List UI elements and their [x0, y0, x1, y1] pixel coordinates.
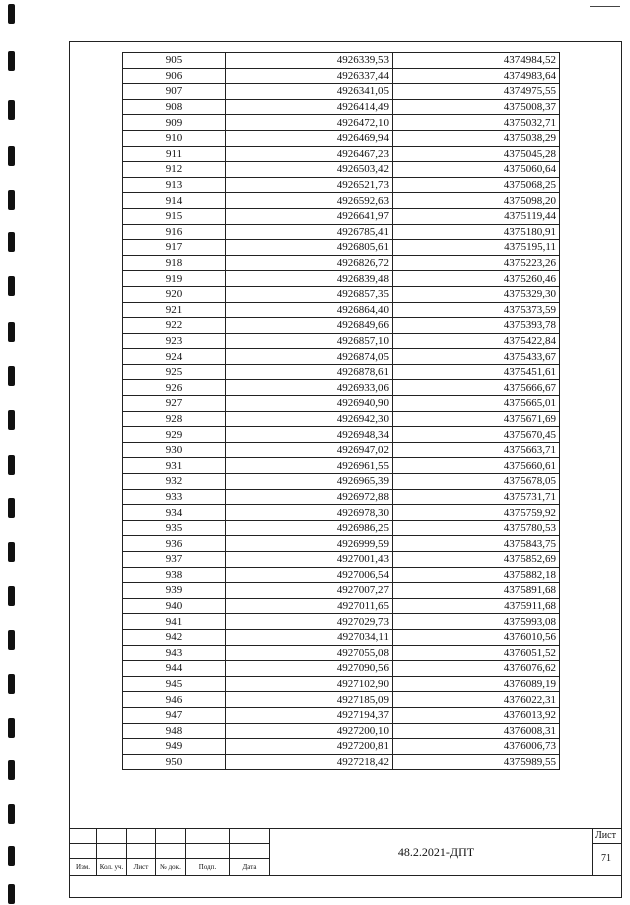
table-row [123, 146, 560, 162]
coord-y: 4375060,64 [393, 162, 560, 178]
coord-y: 4375195,11 [393, 240, 560, 256]
table-row [123, 162, 560, 178]
binding-hole [8, 804, 15, 824]
point-number: 941 [123, 614, 226, 630]
binding-hole [8, 586, 15, 606]
stamp-cell [185, 843, 230, 859]
coord-x: 4926472,10 [226, 115, 393, 131]
point-number: 928 [123, 411, 226, 427]
coord-y: 4375665,01 [393, 396, 560, 412]
stamp-cell [155, 843, 186, 859]
point-number: 940 [123, 598, 226, 614]
stamp-cell [229, 843, 270, 859]
point-number: 918 [123, 255, 226, 271]
table-row [123, 739, 560, 755]
point-number: 916 [123, 224, 226, 240]
coord-x: 4926503,42 [226, 162, 393, 178]
table-row [123, 130, 560, 146]
stamp-label-change: Изм. [76, 863, 90, 871]
coord-x: 4926839,48 [226, 271, 393, 287]
stamp-cell [126, 828, 156, 844]
table-row [123, 364, 560, 380]
coord-x: 4927029,73 [226, 614, 393, 630]
top-edge-mark [590, 6, 620, 7]
point-number: 931 [123, 458, 226, 474]
coord-y: 4375678,05 [393, 474, 560, 490]
coord-y: 4374984,52 [393, 53, 560, 69]
table-row [123, 676, 560, 692]
sheet-label: Лист [595, 830, 616, 841]
coord-y: 4375666,67 [393, 380, 560, 396]
binding-hole [8, 674, 15, 694]
table-row [123, 99, 560, 115]
coord-x: 4926337,44 [226, 68, 393, 84]
coord-y: 4374975,55 [393, 84, 560, 100]
coord-y: 4375670,45 [393, 427, 560, 443]
binding-hole [8, 542, 15, 562]
coord-y: 4376051,52 [393, 645, 560, 661]
coord-x: 4926785,41 [226, 224, 393, 240]
stamp-cell [69, 828, 97, 844]
point-number: 930 [123, 442, 226, 458]
point-number: 912 [123, 162, 226, 178]
coord-x: 4926469,94 [226, 130, 393, 146]
binding-hole [8, 366, 15, 386]
table-row [123, 583, 560, 599]
table-row [123, 707, 560, 723]
coord-x: 4926521,73 [226, 177, 393, 193]
sheet-number: 71 [601, 853, 611, 864]
stamp-cell [155, 828, 186, 844]
coord-y: 4375759,92 [393, 505, 560, 521]
point-number: 917 [123, 240, 226, 256]
table-row [123, 442, 560, 458]
stamp-cell [126, 843, 156, 859]
coord-y: 4375068,25 [393, 177, 560, 193]
point-number: 922 [123, 318, 226, 334]
coord-y: 4375098,20 [393, 193, 560, 209]
table-row [123, 302, 560, 318]
coord-x: 4926933,06 [226, 380, 393, 396]
stamp-label-sheet: Лист [133, 863, 149, 871]
point-number: 914 [123, 193, 226, 209]
coord-y: 4374983,64 [393, 68, 560, 84]
table-row [123, 115, 560, 131]
point-number: 942 [123, 629, 226, 645]
stamp-cell [96, 843, 127, 859]
coord-x: 4927034,11 [226, 629, 393, 645]
coord-y: 4375843,75 [393, 536, 560, 552]
point-number: 946 [123, 692, 226, 708]
table-row [123, 552, 560, 568]
point-number: 921 [123, 302, 226, 318]
coord-y: 4375671,69 [393, 411, 560, 427]
coord-y: 4375119,44 [393, 208, 560, 224]
coord-x: 4926948,34 [226, 427, 393, 443]
point-number: 948 [123, 723, 226, 739]
coord-y: 4375660,61 [393, 458, 560, 474]
coord-x: 4926339,53 [226, 53, 393, 69]
coord-x: 4926942,30 [226, 411, 393, 427]
document-code: 48.2.2021-ДПТ [397, 844, 475, 859]
coord-x: 4926999,59 [226, 536, 393, 552]
table-row [123, 177, 560, 193]
coord-y: 4375891,68 [393, 583, 560, 599]
table-row [123, 255, 560, 271]
stamp-label-doc-number: № док. [160, 863, 181, 871]
table-row [123, 271, 560, 287]
coord-x: 4926826,72 [226, 255, 393, 271]
coord-y: 4375731,71 [393, 489, 560, 505]
table-row [123, 53, 560, 69]
table-row [123, 286, 560, 302]
table-row [123, 614, 560, 630]
coord-y: 4376022,31 [393, 692, 560, 708]
table-row [123, 598, 560, 614]
point-number: 911 [123, 146, 226, 162]
point-number: 939 [123, 583, 226, 599]
table-row [123, 333, 560, 349]
coord-x: 4926972,88 [226, 489, 393, 505]
point-number: 929 [123, 427, 226, 443]
coord-y: 4375373,59 [393, 302, 560, 318]
table-row [123, 411, 560, 427]
coord-x: 4926857,10 [226, 333, 393, 349]
point-number: 905 [123, 53, 226, 69]
point-number: 932 [123, 474, 226, 490]
point-number: 925 [123, 364, 226, 380]
table-row [123, 661, 560, 677]
binding-hole [8, 146, 15, 166]
binding-hole [8, 410, 15, 430]
point-number: 915 [123, 208, 226, 224]
table-row [123, 567, 560, 583]
binding-hole [8, 276, 15, 296]
table-row [123, 505, 560, 521]
coord-x: 4926467,23 [226, 146, 393, 162]
coord-x: 4926961,55 [226, 458, 393, 474]
point-number: 906 [123, 68, 226, 84]
coord-x: 4926986,25 [226, 520, 393, 536]
coord-y: 4375882,18 [393, 567, 560, 583]
coord-y: 4375223,26 [393, 255, 560, 271]
table-row [123, 520, 560, 536]
stamp-label-signature: Подп. [198, 863, 217, 871]
coord-y: 4375260,46 [393, 271, 560, 287]
point-number: 943 [123, 645, 226, 661]
binding-hole [8, 232, 15, 252]
coord-x: 4926874,05 [226, 349, 393, 365]
point-number: 923 [123, 333, 226, 349]
table-row [123, 645, 560, 661]
table-row [123, 723, 560, 739]
coordinates-table-body [123, 53, 560, 770]
table-row [123, 193, 560, 209]
point-number: 944 [123, 661, 226, 677]
stamp-cell [229, 828, 270, 844]
coord-x: 4926878,61 [226, 364, 393, 380]
point-number: 920 [123, 286, 226, 302]
stamp-cell [185, 828, 230, 844]
point-number: 947 [123, 707, 226, 723]
binding-holes [0, 0, 40, 905]
point-number: 907 [123, 84, 226, 100]
table-row [123, 458, 560, 474]
binding-hole [8, 718, 15, 738]
coord-x: 4926947,02 [226, 442, 393, 458]
point-number: 924 [123, 349, 226, 365]
point-number: 936 [123, 536, 226, 552]
stamp-label-date: Дата [242, 863, 257, 871]
coord-y: 4375993,08 [393, 614, 560, 630]
coordinates-table [122, 52, 560, 770]
coord-x: 4926849,66 [226, 318, 393, 334]
binding-hole [8, 760, 15, 780]
table-row [123, 224, 560, 240]
table-row [123, 396, 560, 412]
coord-x: 4926857,35 [226, 286, 393, 302]
coord-y: 4375008,37 [393, 99, 560, 115]
coord-x: 4927007,27 [226, 583, 393, 599]
table-row [123, 489, 560, 505]
coord-x: 4927200,10 [226, 723, 393, 739]
coord-x: 4927200,81 [226, 739, 393, 755]
point-number: 950 [123, 754, 226, 770]
coord-x: 4926641,97 [226, 208, 393, 224]
coord-y: 4375780,53 [393, 520, 560, 536]
coord-y: 4375433,67 [393, 349, 560, 365]
coord-x: 4926592,63 [226, 193, 393, 209]
coord-y: 4375451,61 [393, 364, 560, 380]
table-row [123, 536, 560, 552]
coord-y: 4375989,55 [393, 754, 560, 770]
coord-x: 4927194,37 [226, 707, 393, 723]
point-number: 926 [123, 380, 226, 396]
coord-x: 4926341,05 [226, 84, 393, 100]
binding-hole [8, 630, 15, 650]
coord-y: 4375422,84 [393, 333, 560, 349]
table-row [123, 208, 560, 224]
table-row [123, 754, 560, 770]
coord-y: 4375663,71 [393, 442, 560, 458]
point-number: 919 [123, 271, 226, 287]
binding-hole [8, 190, 15, 210]
coord-x: 4926978,30 [226, 505, 393, 521]
point-number: 910 [123, 130, 226, 146]
table-row [123, 84, 560, 100]
point-number: 949 [123, 739, 226, 755]
coord-y: 4375032,71 [393, 115, 560, 131]
coord-y: 4376008,31 [393, 723, 560, 739]
binding-hole [8, 100, 15, 120]
binding-hole [8, 884, 15, 904]
title-block [69, 828, 622, 876]
point-number: 938 [123, 567, 226, 583]
coord-x: 4927006,54 [226, 567, 393, 583]
coord-x: 4927218,42 [226, 754, 393, 770]
coord-y: 4376013,92 [393, 707, 560, 723]
point-number: 935 [123, 520, 226, 536]
coord-y: 4375038,29 [393, 130, 560, 146]
binding-hole [8, 846, 15, 866]
coord-y: 4375852,69 [393, 552, 560, 568]
binding-hole [8, 51, 15, 71]
point-number: 908 [123, 99, 226, 115]
coord-y: 4376076,62 [393, 661, 560, 677]
table-row [123, 629, 560, 645]
coord-x: 4926805,61 [226, 240, 393, 256]
coord-x: 4927090,56 [226, 661, 393, 677]
coord-y: 4376089,19 [393, 676, 560, 692]
coord-y: 4375180,91 [393, 224, 560, 240]
binding-hole [8, 455, 15, 475]
table-row [123, 427, 560, 443]
coord-x: 4926940,90 [226, 396, 393, 412]
coord-x: 4927055,08 [226, 645, 393, 661]
stamp-label-count: Кол. уч. [99, 863, 124, 871]
coord-x: 4926414,49 [226, 99, 393, 115]
table-row [123, 349, 560, 365]
coord-x: 4927011,65 [226, 598, 393, 614]
point-number: 913 [123, 177, 226, 193]
point-number: 934 [123, 505, 226, 521]
coord-y: 4376006,73 [393, 739, 560, 755]
point-number: 945 [123, 676, 226, 692]
binding-hole [8, 498, 15, 518]
point-number: 909 [123, 115, 226, 131]
coord-y: 4375393,78 [393, 318, 560, 334]
table-row [123, 380, 560, 396]
stamp-cell [96, 828, 127, 844]
stamp-cell [69, 843, 97, 859]
binding-hole [8, 322, 15, 342]
coord-y: 4375911,68 [393, 598, 560, 614]
table-row [123, 240, 560, 256]
binding-hole [8, 4, 15, 24]
coord-y: 4376010,56 [393, 629, 560, 645]
point-number: 927 [123, 396, 226, 412]
coord-x: 4926965,39 [226, 474, 393, 490]
coord-x: 4926864,40 [226, 302, 393, 318]
coord-x: 4927102,90 [226, 676, 393, 692]
coord-x: 4927185,09 [226, 692, 393, 708]
coord-x: 4927001,43 [226, 552, 393, 568]
table-row [123, 474, 560, 490]
table-row [123, 318, 560, 334]
point-number: 933 [123, 489, 226, 505]
table-row [123, 68, 560, 84]
point-number: 937 [123, 552, 226, 568]
coord-y: 4375045,28 [393, 146, 560, 162]
table-row [123, 692, 560, 708]
coord-y: 4375329,30 [393, 286, 560, 302]
